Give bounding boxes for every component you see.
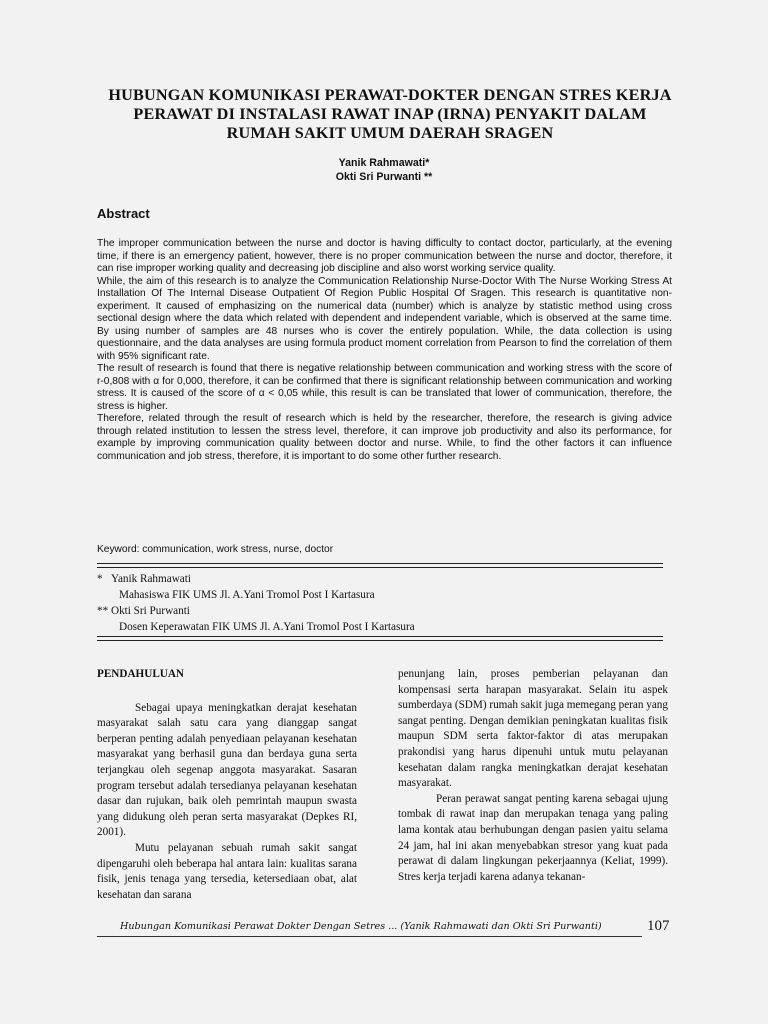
abstract-body [97,238,672,463]
affiliation-notes [97,571,415,635]
body-paragraph: penunjang lain, proses pemberian pelayanan dan kompensasi serta harapan masyarakat. Selain itu aspek sumberdaya (SDM) rumah sakit juga memegang peran yang sangat penting. Dengan demikian peningkatan kualitas fisik maupun SDM serta faktor-faktor di atas merupakan prakondisi yang harus dipenuhi untuk mutu pelayanan kesehatan dalam rangka meningkatkan derajat kesehatan masyarakat. [398,668,668,790]
affiliation-name: Okti Sri Purwanti [110,605,190,617]
body-paragraph: Sebagai upaya meningkatkan derajat kesehatan masyarakat salah satu cara yang dianggap sangat berperan penting adalah penyediaan pelayanan kesehatan masyarakat yang berhasil guna dan berdaya guna serta terjangkau oleh segenap anggota masyarakat. Sasaran program tersebut adalah tersedianya pelayanan kesehatan dasar dan rujukan, baik oleh pemrintah maupun swasta yang didukung oleh peran serta masyarakat (Depkes RI, 2001). [97,701,357,839]
footnote-mark: * [97,573,103,585]
body-paragraph: Peran perawat sangat penting karena sebagai ujung tombak di rawat inap dan merupakan tenaga yang paling lama kontak atau berhubungan dengan pasien yaitu selama 24 jam, hal ini akan menyebabkan stresor yang kuat pada perawat di dalam lingkungan pekerjaannya (Keliat, 1999). Stres kerja terjadi karena adanya tekanan- [398,792,668,883]
right-column [398,667,668,885]
page-number: 107 [647,918,670,934]
double-rule [97,563,663,568]
section-heading: PENDAHULUAN [97,668,185,680]
title-line: RUMAH SAKIT UMUM DAERAH SRAGEN [226,124,554,142]
affiliation-name: Yanik Rahmawati [110,573,191,585]
title-line: HUBUNGAN KOMUNIKASI PERAWAT-DOKTER DENGAN STRES KERJA [108,86,672,104]
author-name: Yanik Rahmawati* [338,157,430,169]
footnote-mark: ** [97,605,109,617]
left-column [97,667,357,903]
author-list [0,156,768,184]
affiliation-address: Mahasiswa FIK UMS Jl. A.Yani Tromol Post I Kartasura [119,589,375,601]
double-rule [97,636,663,641]
footer-rule [97,936,642,937]
abstract-paragraph: While, the aim of this research is to analyze the Communication Relationship Nurse-Doctor With The Nurse Working Stress At Installation Of The Internal Disease Outpatient Of Region Public Hospital Of Sragen. This research is quantitative non-experiment. It caused of emphasizing on the numerical data (number) which is analyze by statistic method using cross sectional design where the data which related with dependent and independent variable, which is observed at the same time. By using number of samples are 48 nurses who is cover the entirely population. While, the data collection is using questionnaire, and the data analyses are using formula product moment correlation from Pearson to find the correlation of them with 95% significant rate. [97,275,672,362]
running-footer: Hubungan Komunikasi Perawat Dokter Dengan Setres ... (Yanik Rahmawati dan Okti Sri Purwanti) [120,921,602,932]
affiliation-line [97,571,415,587]
affiliation-line [97,603,415,619]
title-line: PERAWAT DI INSTALASI RAWAT INAP (IRNA) PENYAKIT DALAM [133,105,647,123]
author-name: Okti Sri Purwanti ** [335,171,433,183]
abstract-heading: Abstract [97,206,150,221]
keywords: Keyword: communication, work stress, nurse, doctor [97,544,334,555]
body-paragraph: Mutu pelayanan sebuah rumah sakit sangat dipengaruhi oleh beberapa hal antara lain: kualitas sarana fisik, jenis tenaga yang tersedia, ketersediaan obat, alat kesehatan dan sarana [97,841,357,901]
abstract-paragraph: The result of research is found that there is negative relationship between communication and working stress with the score of r-0,808 with α for 0,000, therefore, it can be confirmed that there is significant relationship between communication and working stress. It is caused of the score of α < 0,05 while, this result is can be translated that lower of communication, therefore, the stress is higher. [97,363,672,412]
paper-title [90,86,690,143]
affiliation-address: Dosen Keperawatan FIK UMS Jl. A.Yani Tromol Post I Kartasura [119,621,415,633]
abstract-paragraph: Therefore, related through the result of research which is held by the researcher, therefore, the research is giving advice through related institution to lessen the stress level, therefore, it can improve job productivity and also its performance, for example by improving communication quality between doctor and nurse. While, to find the other factors it can influence communication and job stress, therefore, it is important to do some other further research. [97,413,672,462]
abstract-paragraph: The improper communication between the nurse and doctor is having difficulty to contact doctor, particularly, at the evening time, if there is an emergency patient, however, there is no proper communication between the nurse and doctor, therefore, it can rise improper working quality and decreasing job discipline and also worst working service quality. [97,238,672,274]
